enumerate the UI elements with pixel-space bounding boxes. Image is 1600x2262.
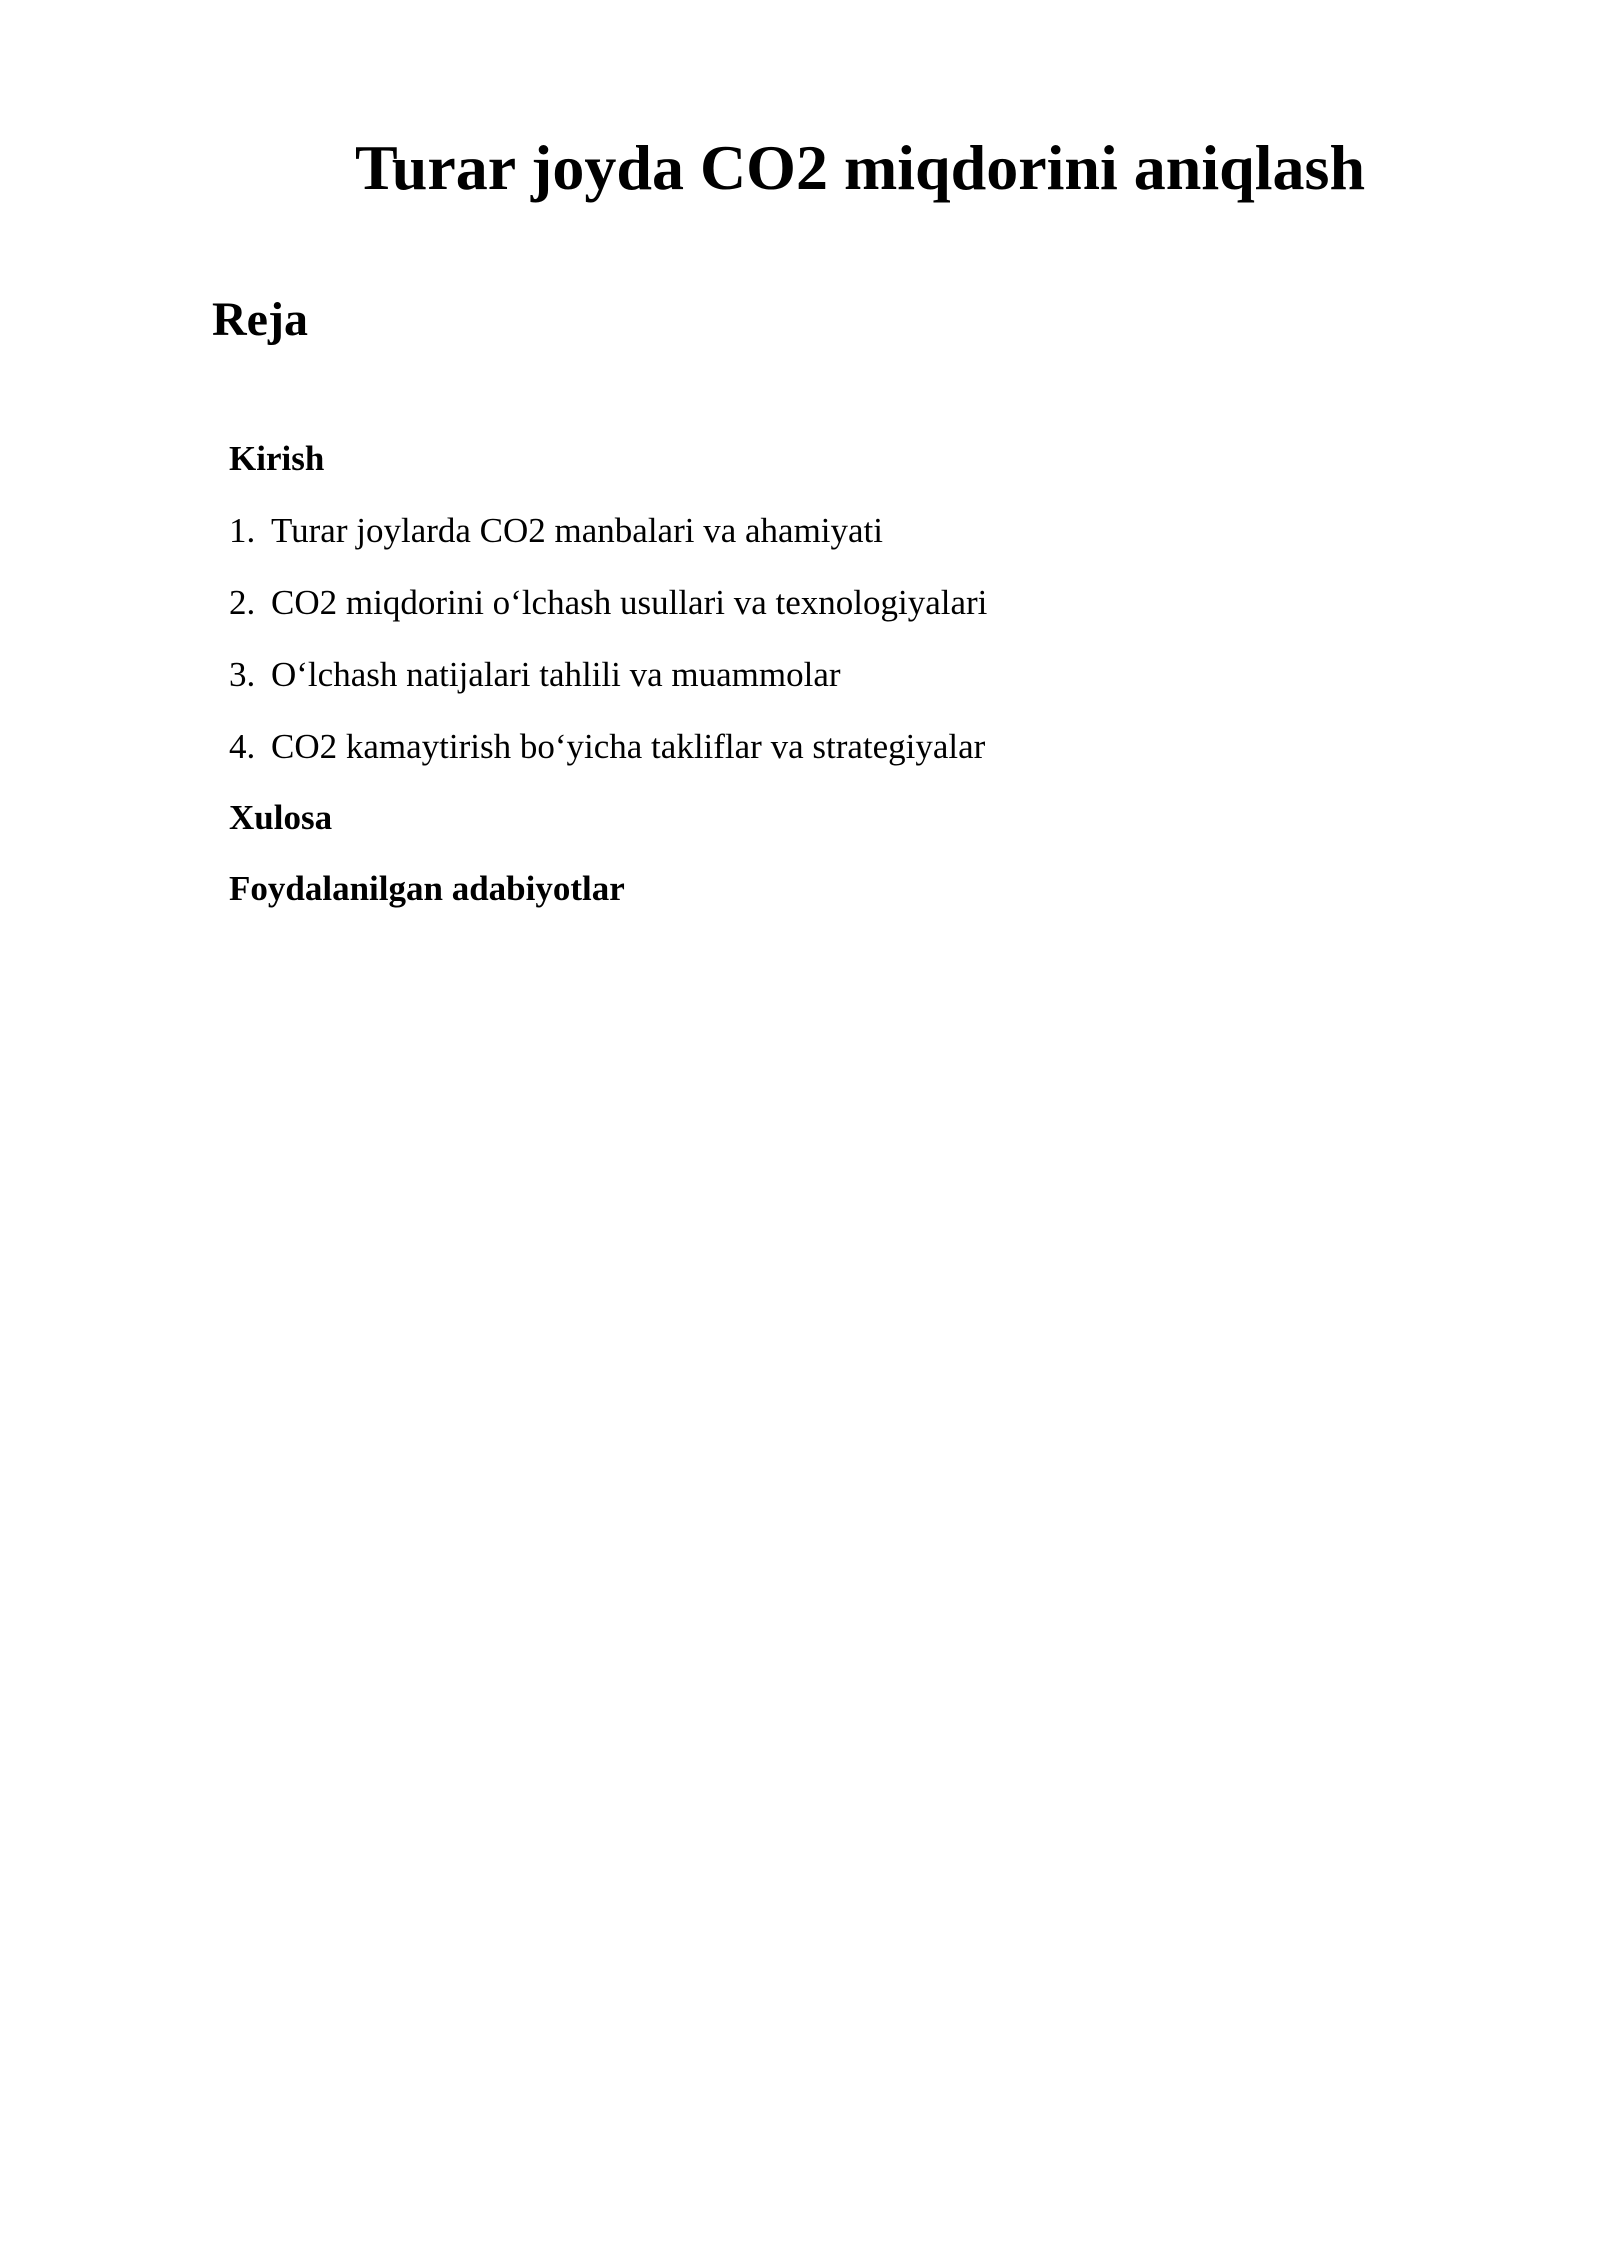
toc-item-1 — [229, 509, 883, 553]
toc-item-text: O‘lchash natijalari tahlili va muammolar — [271, 655, 841, 694]
toc-item-text: CO2 miqdorini o‘lchash usullari va texnologiyalari — [271, 583, 988, 622]
plan-heading: Reja — [212, 293, 308, 346]
document-title: Turar joyda CO2 miqdorini aniqlash — [354, 132, 1366, 203]
toc-item-number: 3. — [229, 655, 256, 694]
toc-intro: Kirish — [229, 439, 325, 478]
toc-item-number: 1. — [229, 511, 256, 550]
toc-item-number: 2. — [229, 583, 256, 622]
toc-conclusion: Xulosa — [229, 798, 333, 837]
toc-item-4 — [229, 725, 985, 769]
toc-references: Foydalanilgan adabiyotlar — [229, 869, 625, 908]
toc-item-number: 4. — [229, 727, 256, 766]
toc-item-text: CO2 kamaytirish bo‘yicha takliflar va strategiyalar — [271, 727, 986, 766]
toc-item-2 — [229, 581, 987, 625]
toc-item-text: Turar joylarda CO2 manbalari va ahamiyati — [271, 511, 884, 550]
toc-item-3 — [229, 653, 841, 697]
